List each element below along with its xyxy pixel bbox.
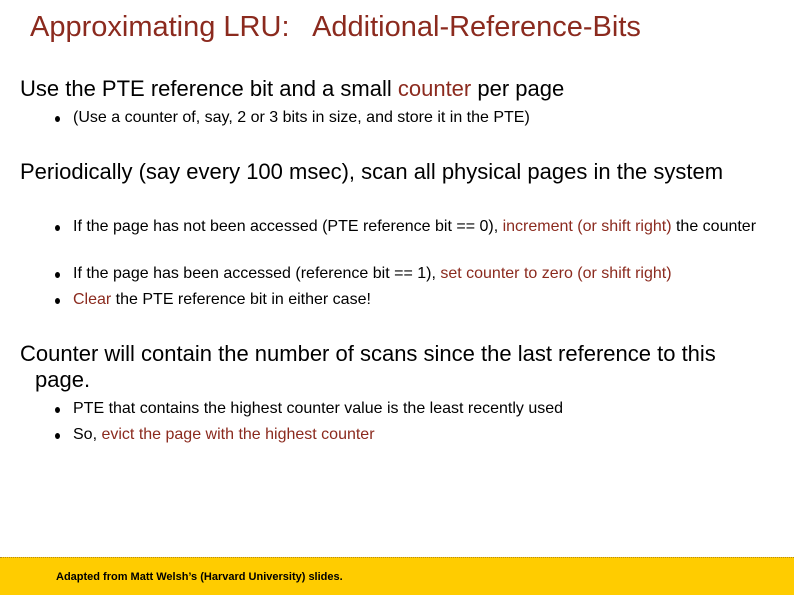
footer-bar (0, 557, 794, 595)
footer-divider (0, 557, 794, 559)
sub-bullet-clear-bit (55, 290, 794, 310)
bullet-dot-icon (55, 225, 60, 231)
bullet-counter-per-page (20, 76, 775, 102)
sub-bullet-text: So, (73, 426, 102, 443)
bullet-dot-icon (55, 272, 60, 278)
bullet-dot-icon (55, 407, 60, 413)
p1-text: Use the PTE reference bit and a small (20, 76, 398, 101)
sub-bullet-text: If the page has not been accessed (PTE reference bit == 0), (73, 218, 503, 235)
bullet-periodic-scan (20, 159, 775, 185)
sub-bullet-text: If the page has been accessed (reference bit == 1), (73, 265, 441, 282)
sub-bullet-highlight: evict the page with the highest counter (101, 426, 375, 443)
bullet-counter-meaning (20, 341, 775, 393)
sub-bullet-text: the PTE reference bit in either case! (111, 291, 371, 308)
sub-bullet-not-accessed (55, 217, 794, 237)
sub-bullet-text: PTE that contains the highest counter value is the least recently used (73, 400, 564, 417)
p3-text: Counter will contain the number of scans since the last reference to this page. (20, 341, 716, 392)
sub-bullet-text-end: the counter (671, 218, 757, 235)
footer-credit: Adapted from Matt Welsh’s (Harvard University) slides. (56, 571, 343, 583)
sub-bullet-highlight: increment (or shift right) (502, 218, 672, 235)
slide-title: Approximating LRU: Additional-Reference-Bits (30, 11, 641, 43)
p2-text: Periodically (say every 100 msec), scan all physical pages in the system (20, 159, 724, 184)
sub-bullet-counter-size (55, 108, 794, 128)
bullet-dot-icon (55, 116, 60, 122)
sub-bullet-highlight: set counter to zero (or shift right) (440, 265, 672, 282)
sub-bullet-highlight: Clear (73, 291, 112, 308)
sub-bullet-accessed (55, 264, 794, 284)
sub-bullet-least-recent (55, 399, 794, 419)
p1-highlight: counter (397, 76, 472, 101)
bullet-dot-icon (55, 298, 60, 304)
sub-bullet-text: (Use a counter of, say, 2 or 3 bits in size, and store it in the PTE) (73, 109, 530, 126)
sub-bullet-evict (55, 425, 794, 445)
bullet-dot-icon (55, 433, 60, 439)
p1-text-end: per page (471, 76, 565, 101)
